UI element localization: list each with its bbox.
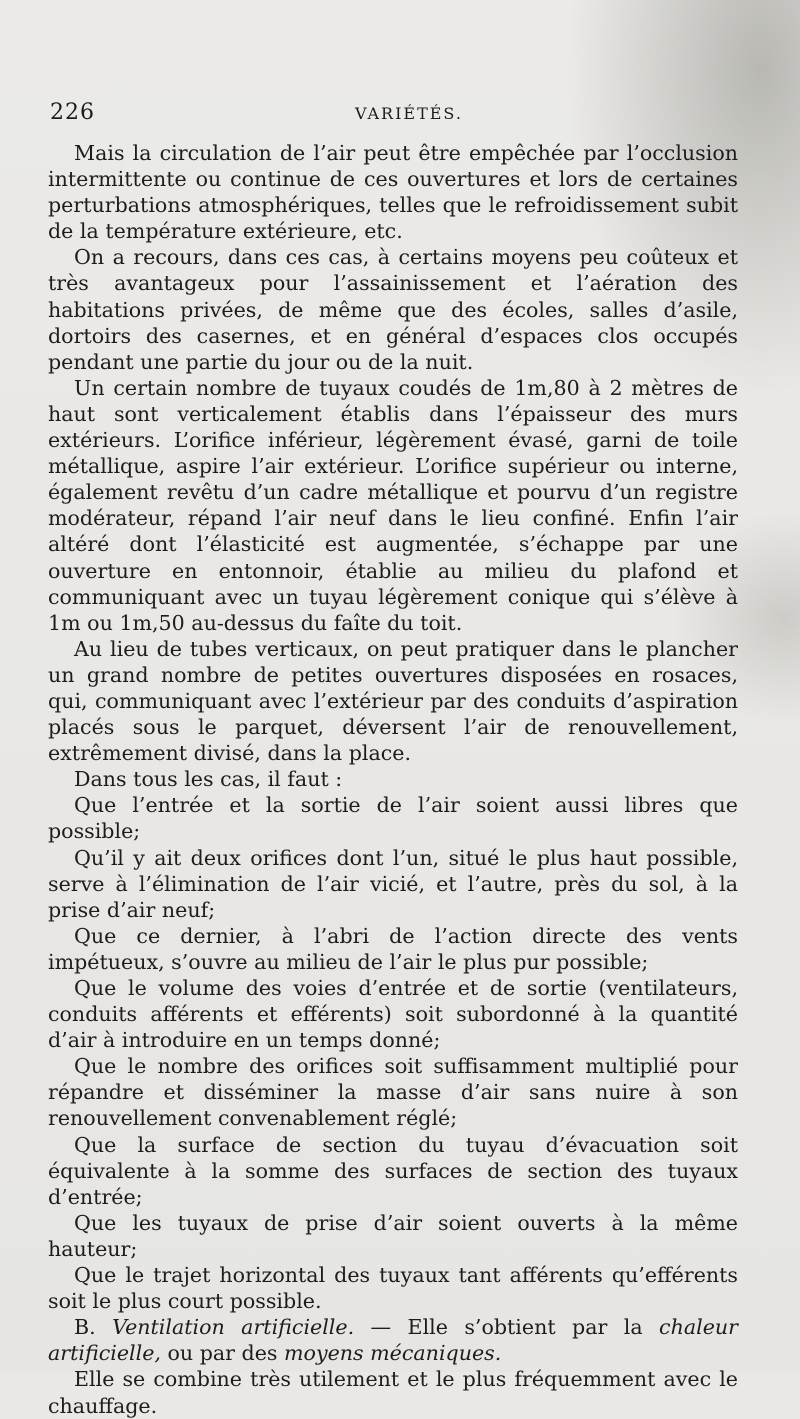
- paragraph: Que ce dernier, à l’abri de l’action directe des vents impétueux, s’ouvre au milieu de l’air le plus pur possible;: [48, 923, 738, 974]
- paragraph: Que les tuyaux de prise d’air soient ouverts à la même hauteur;: [48, 1210, 738, 1261]
- paragraph: On a recours, dans ces cas, à certains moyens peu coûteux et très avantageux pour l’assainissement et l’aération des habitations privées, de même que des écoles, salles d’asile, dortoirs des casernes, et en général d’espaces clos occupés pendant une partie du jour ou de la nuit.: [48, 245, 738, 374]
- paragraph: Qu’il y ait deux orifices dont l’un, situé le plus haut possible, serve à l’élimination de l’air vicié, et l’autre, près du sol, à la prise d’air neuf;: [48, 845, 738, 922]
- paragraph: Que l’entrée et la sortie de l’air soient aussi libres que possible;: [48, 793, 738, 844]
- section-b-paragraph: [48, 1314, 738, 1366]
- section-b-lead: B.: [74, 1315, 113, 1340]
- paragraph: Que le nombre des orifices soit suffisamment multiplié pour répandre et disséminer la masse d’air sans nuire à son renouvellement convenablement réglé;: [48, 1054, 738, 1131]
- section-b-heading: Ventilation artificielle.: [112, 1315, 355, 1340]
- paragraph: Mais la circulation de l’air peut être empêchée par l’occlusion intermittente ou continue de ces ouvertures et lors de certaines perturbations atmosphériques, telles que le refroidissement subit de la température extérieure, etc.: [48, 141, 738, 244]
- paragraph: Un certain nombre de tuyaux coudés de 1m,80 à 2 mètres de haut sont verticalement établis dans l’épaisseur des murs extérieurs. L’orifice inférieur, légèrement évasé, garni de toile métallique, aspire l’air extérieur. L’orifice supérieur ou interne, également revêtu d’un cadre métallique et pourvu d’un registre modérateur, répand l’air neuf dans le lieu confiné. Enfin l’air altéré dont l’élasticité est augmentée, s’échappe par une ouverture en entonnoir, établie au milieu du plafond et communiquant avec un tuyau légèrement conique qui s’élève à 1m ou 1m,50 au-dessus du faîte du toit.: [48, 375, 738, 635]
- paragraph: Que le trajet horizontal des tuyaux tant afférents qu’efférents soit le plus court possible.: [48, 1263, 738, 1314]
- paragraph: Dans tous les cas, il faut :: [74, 767, 343, 792]
- section-b-text: ou par des: [160, 1341, 285, 1366]
- section-b-term: chaleur artificielle,: [48, 1315, 738, 1366]
- running-title: VARIÉTÉS.: [355, 104, 463, 123]
- paragraph: Au lieu de tubes verticaux, on peut pratiquer dans le plancher un grand nombre de petites ouvertures disposées en rosaces, qui, communiquant avec l’extérieur par des conduits d’aspiration placés sous le parquet, déversent l’air de renouvellement, extrêmement divisé, dans la place.: [48, 636, 738, 766]
- paragraph: Que le volume des voies d’entrée et de sortie (ventilateurs, conduits afférents et efférents) soit subordonné à la quantité d’air à introduire en un temps donné;: [48, 976, 738, 1053]
- page-number: 226: [50, 100, 95, 125]
- body-text: [48, 140, 738, 1419]
- page-header: [50, 100, 740, 130]
- section-b-text: — Elle s’obtient par la: [354, 1315, 660, 1340]
- closing-paragraph: Elle se combine très utilement et le plus fréquemment avec le chauffage.: [48, 1367, 738, 1418]
- paragraph: Que la surface de section du tuyau d’évacuation soit équivalente à la somme des surfaces de section des tuyaux d’entrée;: [48, 1132, 738, 1209]
- section-b-term: moyens mécaniques.: [284, 1341, 502, 1366]
